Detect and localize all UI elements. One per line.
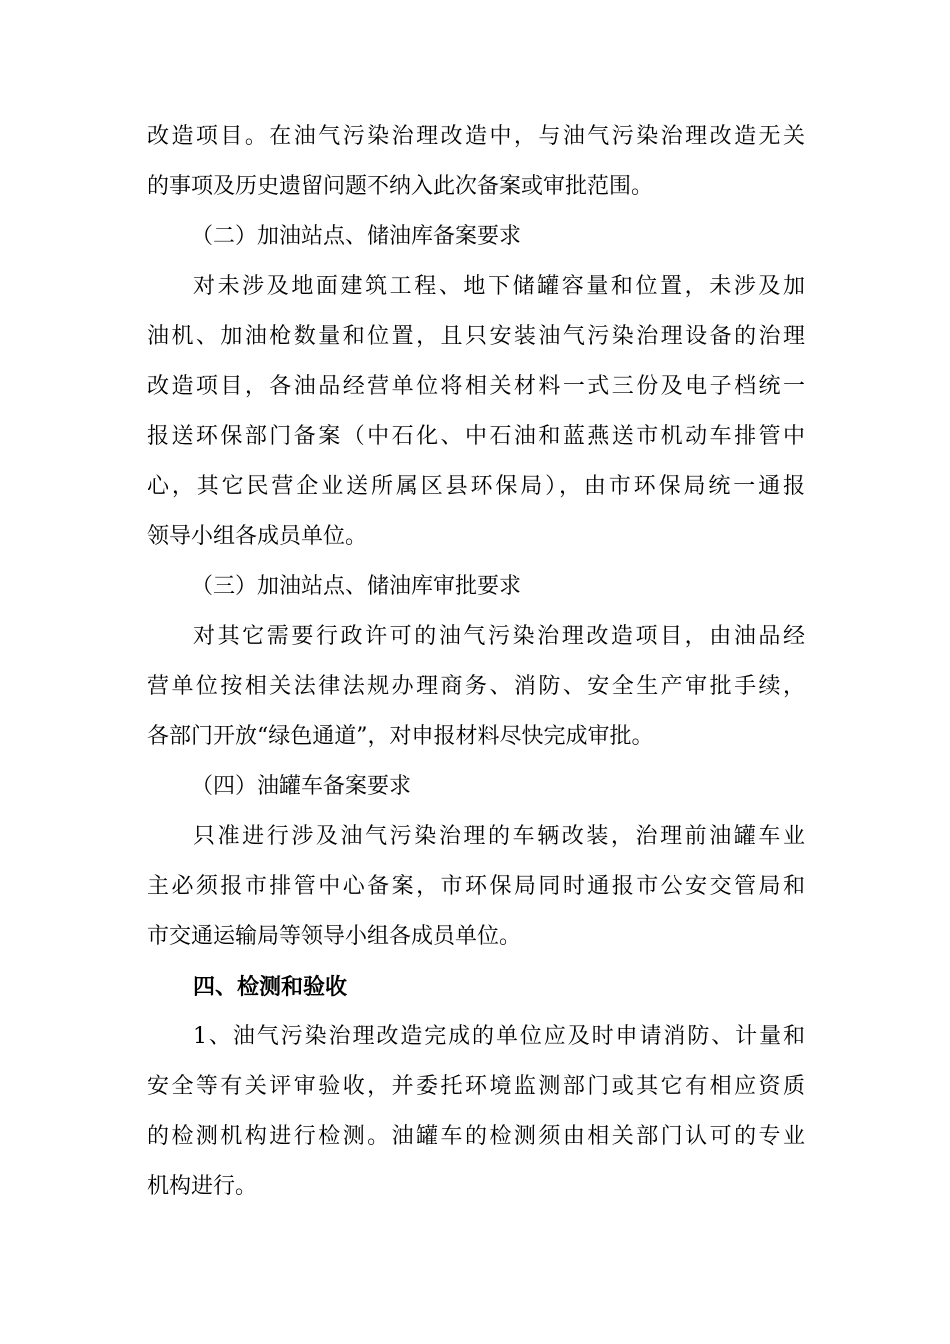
document-page bbox=[147, 112, 805, 1212]
text-line: 改造项目，各油品经营单位将相关材料一式三份及电子档统一 bbox=[147, 374, 805, 399]
text-line: 油机、加油枪数量和位置，且只安装油气污染治理设备的治理 bbox=[147, 324, 805, 349]
text-line: 心，其它民营企业送所属区县环保局），由市环保局统一通报 bbox=[147, 474, 805, 499]
subheading-tanker-filing: （四）油罐车备案要求 bbox=[191, 774, 412, 799]
text-line: 各部门开放“绿色通道”，对申报材料尽快完成审批。 bbox=[147, 724, 654, 749]
text-line: 机构进行。 bbox=[147, 1174, 258, 1199]
text-line: 1、油气污染治理改造完成的单位应及时申请消防、计量和 bbox=[193, 1024, 805, 1049]
subheading-filing-stations: （二）加油站点、储油库备案要求 bbox=[191, 224, 522, 249]
paragraph-inspection bbox=[147, 1012, 805, 1212]
text-line: 主必须报市排管中心备案，市环保局同时通报市公安交管局和 bbox=[147, 874, 805, 899]
text-line: 的检测机构进行检测。油罐车的检测须由相关部门认可的专业 bbox=[147, 1124, 805, 1149]
paragraph-tanker-filing bbox=[147, 812, 805, 962]
text-line: 对其它需要行政许可的油气污染治理改造项目，由油品经 bbox=[193, 624, 805, 649]
text-line: 对未涉及地面建筑工程、地下储罐容量和位置，未涉及加 bbox=[193, 274, 805, 299]
text-line: 安全等有关评审验收，并委托环境监测部门或其它有相应资质 bbox=[147, 1074, 805, 1099]
section-heading-inspection: 四、检测和验收 bbox=[193, 974, 348, 1000]
paragraph-continuation bbox=[147, 112, 805, 212]
text-line: 只准进行涉及油气污染治理的车辆改装，治理前油罐车业 bbox=[193, 824, 805, 849]
paragraph-approval-stations bbox=[147, 612, 805, 762]
text-line: 改造项目。在油气污染治理改造中，与油气污染治理改造无关 bbox=[147, 124, 805, 149]
subheading-approval-stations: （三）加油站点、储油库审批要求 bbox=[191, 574, 522, 599]
text-line: 营单位按相关法律法规办理商务、消防、安全生产审批手续， bbox=[147, 674, 805, 699]
text-line: 领导小组各成员单位。 bbox=[147, 524, 368, 549]
paragraph-filing-stations bbox=[147, 262, 805, 562]
text-line: 市交通运输局等领导小组各成员单位。 bbox=[147, 924, 522, 949]
text-line: 报送环保部门备案（中石化、中石油和蓝燕送市机动车排管中 bbox=[147, 424, 805, 449]
text-line: 的事项及历史遗留问题不纳入此次备案或审批范围。 bbox=[147, 174, 654, 199]
